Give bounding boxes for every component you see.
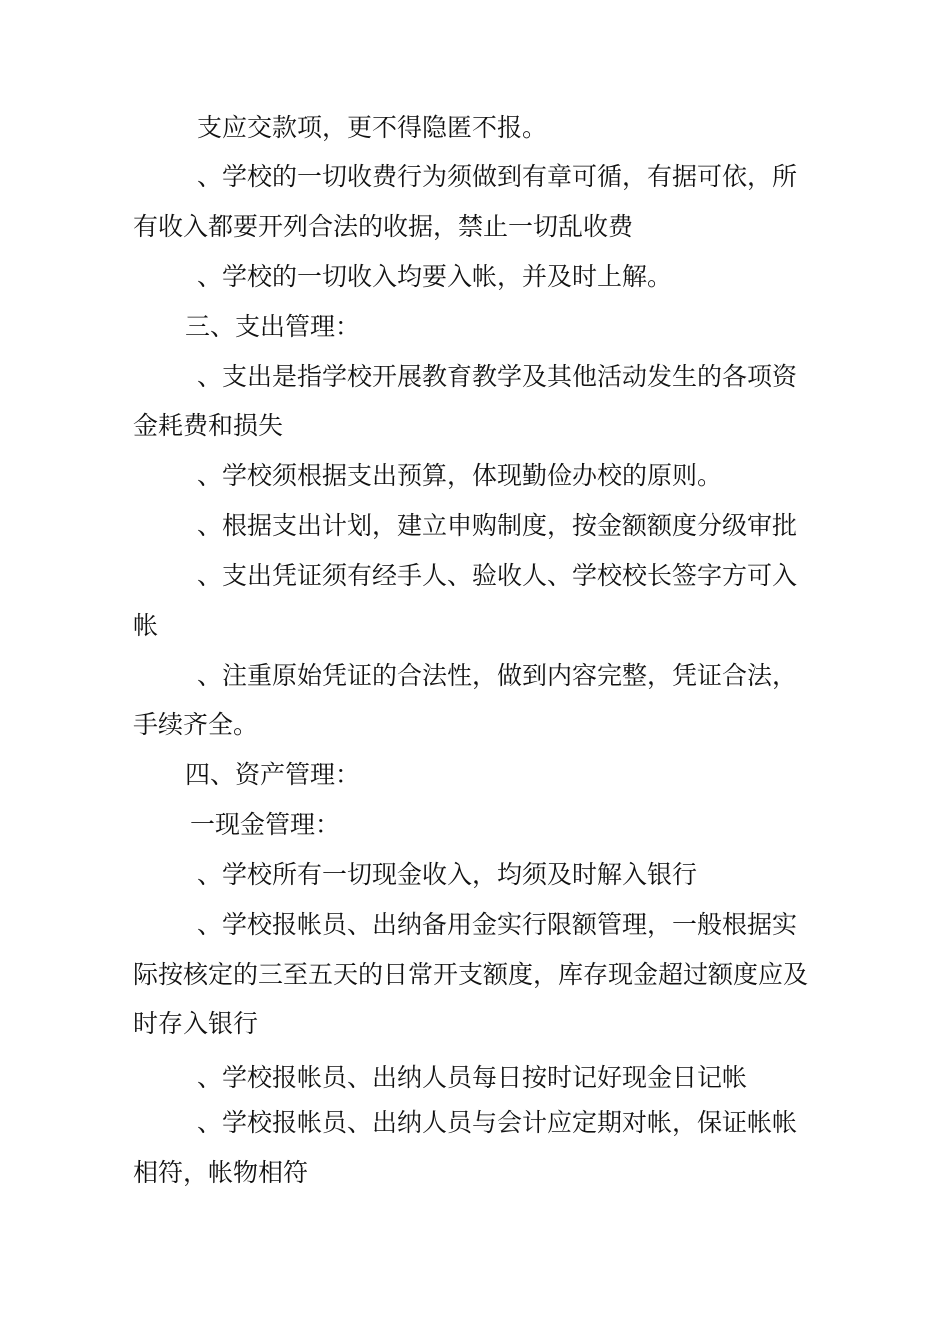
section-heading: 四、资产管理：	[185, 760, 361, 789]
text-line: 手续齐全。	[133, 710, 259, 739]
text-line: 、学校报帐员、出纳人员与会计应定期对帐，保证帐帐	[197, 1108, 798, 1137]
text-line: 、学校的一切收费行为须做到有章可循，有据可依，所	[197, 162, 798, 191]
text-line: 、学校的一切收入均要入帐，并及时上解。	[197, 262, 673, 291]
text-line: 有收入都要开列合法的收据，禁止一切乱收费	[133, 212, 634, 241]
text-line: 、支出凭证须有经手人、验收人、学校校长签字方可入	[197, 561, 798, 590]
text-line: 、注重原始凭证的合法性，做到内容完整，凭证合法，	[197, 661, 798, 690]
text-line: 、学校所有一切现金收入，均须及时解入银行	[197, 860, 698, 889]
text-line: 金耗费和损失	[133, 411, 284, 440]
text-line: 、学校报帐员、出纳人员每日按时记好现金日记帐	[197, 1063, 748, 1092]
section-heading: 三、支出管理：	[185, 312, 361, 341]
text-line: 、根据支出计划，建立申购制度，按金额额度分级审批	[197, 511, 798, 540]
subsection-heading: 一现金管理：	[190, 810, 341, 839]
text-line: 、学校须根据支出预算，体现勤俭办校的原则。	[197, 461, 723, 490]
text-line: 、学校报帐员、出纳备用金实行限额管理，一般根据实	[197, 910, 798, 939]
text-line: 帐	[133, 611, 159, 640]
text-line: 相符，帐物相符	[133, 1158, 309, 1187]
text-line: 际按核定的三至五天的日常开支额度，库存现金超过额度应及	[133, 960, 809, 989]
text-line: 、支出是指学校开展教育教学及其他活动发生的各项资	[197, 362, 798, 391]
text-line: 支应交款项，更不得隐匿不报。	[197, 113, 548, 142]
text-line: 时存入银行	[133, 1009, 259, 1038]
